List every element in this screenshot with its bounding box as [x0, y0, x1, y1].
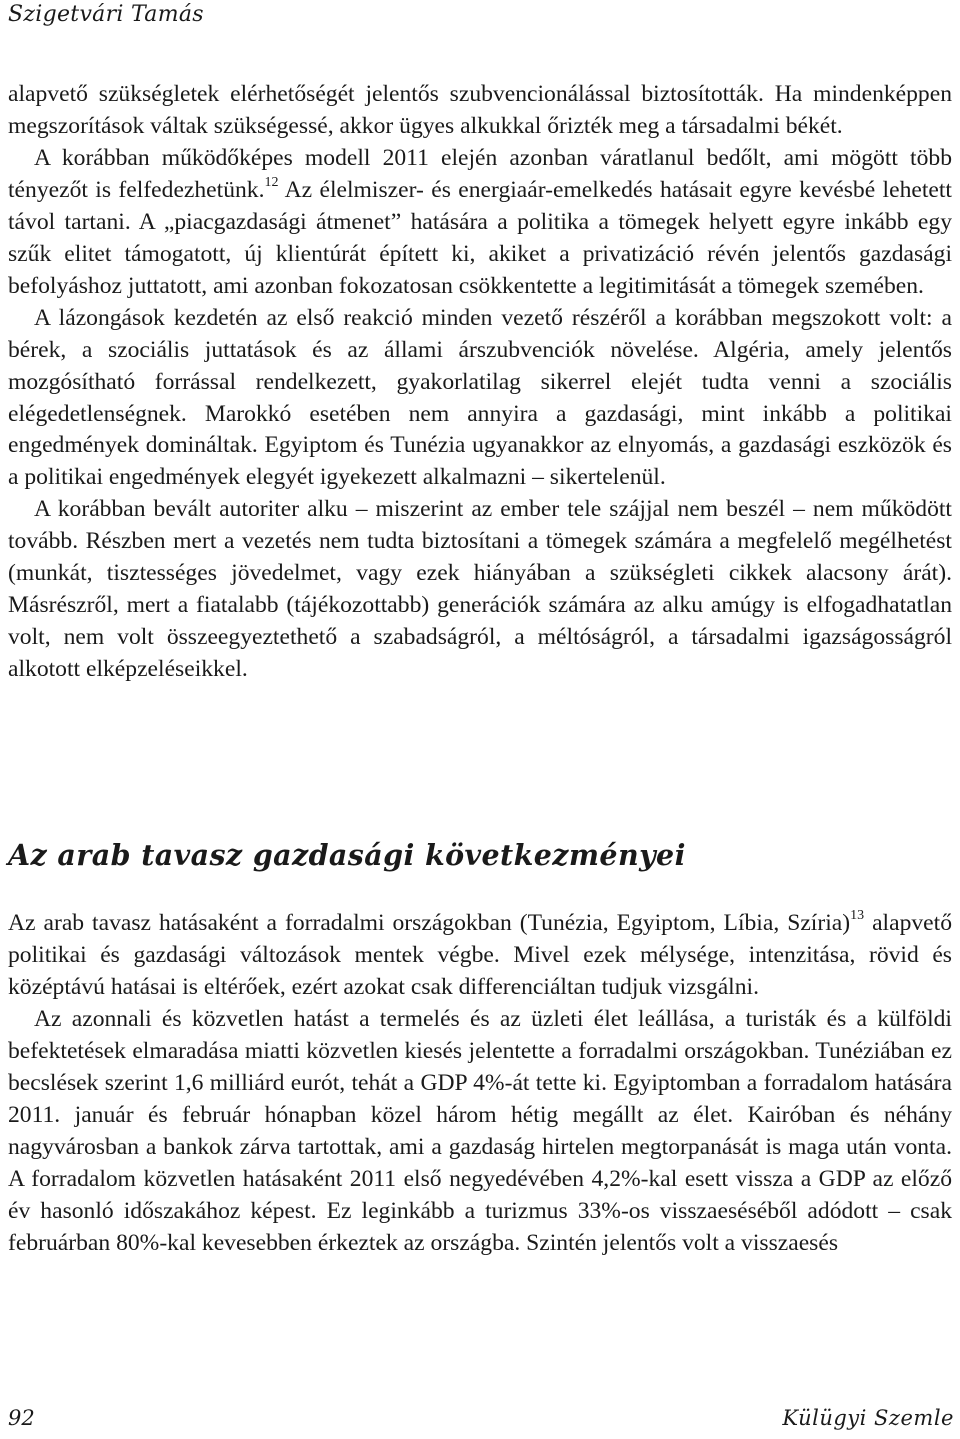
footnote-ref-13: 13 — [850, 908, 865, 924]
paragraph-2-text-a: A korábban működőképes modell 2011 elején azonban váratlanul bedőlt, ami mögött több tényezőt is felfedezhetünk. — [8, 144, 952, 203]
paragraph-2-text-b: Az élelmiszer- és energiaár-emelkedés hatásait egyre kevésbé lehetett távol tartani. A „piacgazdasági átmenet” hatására a politika a tömegek helyett egyre inkább egy szűk elitet támogatott, új klientúrát épített ki, akiket a privatizáció révén jelentős gazdasági befolyáshoz juttatott, ami azonban fokozatosan csökkentette a legitimitását a tömegek szemében. — [8, 176, 952, 299]
journal-name: Külügyi Szemle — [782, 1406, 954, 1430]
paragraph-5 — [8, 908, 952, 1004]
paragraph-5-text-b: alapvető politikai és gazdasági változások mentek végbe. Mivel ezek mélysége, intenzitása, rövid és középtávú hatásai is eltérőek, ezért azokat csak differenciáltan tudjuk vizsgálni. — [8, 910, 952, 1000]
paragraph-1: alapvető szükségletek elérhetőségét jelentős szubvencionálással biztosították. Ha mindenképpen megszorítások váltak szükségessé, akkor ügyes alkukkal őrizték meg a társadalmi békét. — [8, 81, 952, 139]
footnote-ref-12: 12 — [264, 175, 279, 190]
paragraph-2 — [8, 143, 952, 303]
paragraph-6: Az azonnali és közvetlen hatást a termelés és az üzleti élet leállása, a turisták és a külföldi befektetések elmaradása miatti közvetlen kiesés jelentette a forradalmi országokban. Tunéziában ez becslések szerint 1,6 milliárd eurót, tehát a GDP 4%-át tette ki. Egyiptomban a forradalom hatására 2011. január és február hónapban közel három hétig megállt az élet. Kairóban és néhány nagyvárosban a bankok zárva tartottak, ami a gazdaság hirtelen megtorpanását is maga után vonta. A forradalom közvetlen hatásaként 2011 első negyedévében 4,2%-kal esett vissza a GDP az előző év hasonló időszakához képest. Ez leginkább a turizmus 33%-os visszaeséséből adódott – csak februárban 80%-kal kevesebben érkeztek az országba. Szintén jelentős volt a visszaesés — [8, 1005, 952, 1256]
running-head-author: Szigetvári Tamás — [8, 2, 204, 27]
paragraph-3: A lázongások kezdetén az első reakció minden vezető részéről a korábban megszokott volt: a bérek, a szociális juttatások és az állami árszubvenciók növelése. Algéria, amely jelentős mozgósítható forrással rendelkezett, gyakorlatilag sikerrel elejét tudta venni a szociális elégedetlenségnek. Marokkó esetében nem annyira a gazdasági, mint inkább a politikai engedmények domináltak. Egyiptom és Tunézia ugyanakkor az elnyomás, a gazdasági eszközök és a politikai engedmények elegyét igyekezett alkalmazni – sikertelenül. — [8, 304, 952, 491]
body-text — [8, 79, 952, 686]
page-number: 92 — [8, 1406, 35, 1430]
paragraph-4: A korábban bevált autoriter alku – miszerint az ember tele szájjal nem beszél – nem működött tovább. Részben mert a vezetés nem tudta biztosítani a tömegek számára a megfelelő megélhetést (munkát, tisztességes jövedelmet, vagy ezek hiányában a szükségleti cikkek alacsony árát). Másrészről, mert a fiatalabb (tájékozottabb) generációk számára az alku amúgy is elfogadhatatlan volt, nem volt összeegyeztethető a szabadságról, a méltóságról, a társadalmi igazságosságról alkotott elképzeléseikkel. — [8, 496, 952, 683]
paragraph-5-text-a: Az arab tavasz hatásaként a forradalmi országokban (Tunézia, Egyiptom, Líbia, Szíria) — [8, 910, 851, 936]
section-heading: Az arab tavasz gazdasági következményei — [8, 838, 686, 872]
section-body-text — [8, 908, 952, 1259]
